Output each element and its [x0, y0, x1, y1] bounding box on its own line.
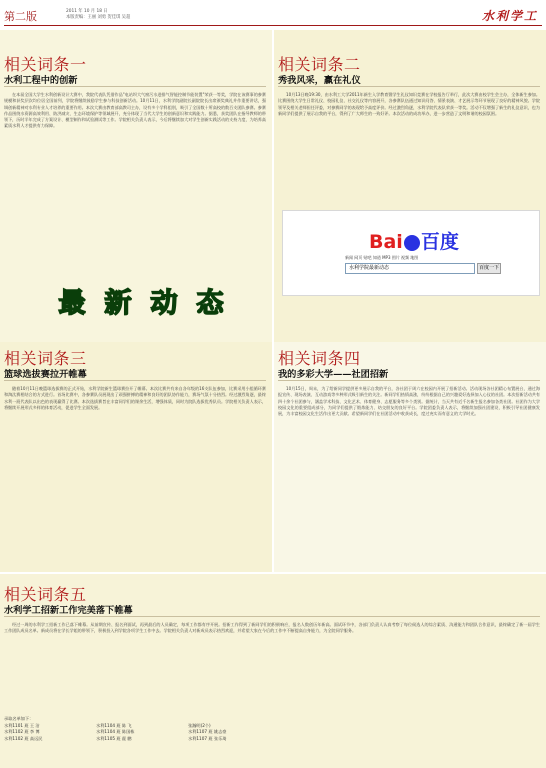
article-3-subtitle: 篮球选拔赛拉开帷幕	[4, 369, 87, 380]
article-2	[274, 30, 546, 342]
list-item: 水利1104 班 陈 飞	[96, 722, 132, 728]
article-1	[0, 30, 272, 282]
article-5-subtitle: 水利学工招新工作完美落下帷幕	[4, 605, 133, 616]
list-item: 水利1101 班 王 洁	[4, 722, 40, 728]
divider	[278, 380, 540, 381]
list-item: 水利1102 班 李 博	[4, 729, 40, 735]
list-intro: 录取名单如下：	[4, 716, 34, 721]
list-row	[4, 729, 404, 736]
article-4-subtitle: 我的多彩大学——社团招新	[278, 369, 389, 380]
list-item: 水利1102 班 高远民	[4, 735, 43, 741]
article-3	[0, 342, 272, 572]
divider	[4, 380, 266, 381]
banner-char: 态	[196, 288, 224, 319]
baidu-screenshot	[282, 210, 540, 296]
article-5-body: 经过一周的水利学工招新工作已落下帷幕。从前期宣传、报名到面试，再到最后的人员确定，每项工作都有序开展。招新工作得到了新同学们的积极响应，报名人数创历年新高。面试环节中，各部门负责人认真考察了每位候选人的综合素质、沟通能力和团队合作意识，最终确定了新一届学生工作团队成员名单。新成员将在学长学姐的带领下，积极投入到学院各项学生工作中去。学院相关负责人对新成员表示热烈欢迎，并希望大家在今后的工作中不断提高自身能力，为全院同学服务。	[4, 622, 540, 634]
list-row	[4, 736, 404, 743]
article-3-title: 相关词条三	[4, 349, 87, 368]
article-1-body: 在本届全国大学生水利创新设计大赛中，我院代表队凭借作品"电站坝大气窗污水进排气智能控制节能装置"荣获一等奖，学院在该赛事的参赛规模和获奖层次均位居全国前列，学院将继续鼓励学生参与科技创新活动。10月11日，水利学院副院长副院院长出席颁奖典礼并作重要讲话，强调创新精神对水利专业人才培养的重要作用。本次大赛由教育部高教司主办，设有多个学科组别，吸引了全国数十所高校的数百支团队参赛。参赛作品围绕水资源高效利用、防洪减灾、生态环境保护等领域展开，充分体现了当代大学生的创新意识和实践能力。据悉，获奖团队在指导教师的带领下，历时半年完成了方案设计、模型制作和试验测试等工作。学院相关负责人表示，今后将继续加大对学生创新实践活动的支持力度，为培养高素质水利人才提供有力保障。	[4, 92, 266, 129]
list-item: 张瀚明(2个)	[188, 722, 211, 728]
article-3-body: 随着10月11日晚篮球选拔赛的正式开始，水利学院新生篮球赛拉开了帷幕。本次比赛共有来自各年级的16支队伍参加，比赛采用小组循环赛和淘汰赛相结合的方式进行。首场比赛中，各参赛队员展现出了顽强拼搏的精神和良好的团队协作能力，赛场气氛十分热烈。经过激烈角逐，最终水利一班代表队以出色的表现赢得了比赛。本次选拔赛旨在丰富同学们的课余生活，增强体质，同时为院队选拔优秀队员。学院相关负责人表示，将继续开展形式多样的体育活动，促进学生全面发展。	[4, 386, 266, 410]
banner-char: 新	[104, 288, 132, 319]
article-5	[0, 574, 546, 768]
list-item: 水利1107 班 姚志豪	[188, 729, 227, 735]
article-1-title: 相关词条一	[4, 55, 87, 74]
search-input[interactable]: 水利学院最新动态	[345, 263, 475, 274]
admission-list	[4, 716, 404, 742]
baidu-nav: 新闻 网页 贴吧 知道 MP3 图片 视频 地图	[345, 255, 419, 260]
article-1-subtitle: 水利工程中的创新	[4, 75, 78, 86]
article-4	[274, 342, 546, 572]
divider	[278, 86, 540, 87]
paw-icon	[404, 235, 420, 251]
issue-editors: 本版责编：王丽 刘勇 贺佳琪 吴超	[66, 14, 131, 20]
page-number: 第二版	[4, 10, 37, 23]
search-button[interactable]: 百度一下	[477, 263, 501, 274]
list-item: 水利1105 班 霍 鹏	[96, 735, 132, 741]
issue-meta	[66, 9, 156, 20]
latest-news-banner	[0, 282, 272, 342]
article-5-title: 相关词条五	[4, 585, 87, 604]
divider	[4, 616, 540, 617]
divider	[4, 86, 266, 87]
baidu-logo: Bai 百度	[369, 231, 459, 253]
brand-title: 水利学工	[481, 9, 538, 23]
article-2-body: 10月13日晚19:30，由水利工大学2011年新生入学教育暨学生礼仪知识竞赛在学校报告厅举行，此次大赛由校学生会主办，全体新生参加。比赛围绕大学生日常礼仪、校园礼仪、社交礼仪等内容展开，各参赛队伍通过知识问答、情景表演、才艺展示等环节展现了良好的精神风貌。学院领导及相关老师担任评委，对参赛同学的表现给予高度评价。经过激烈角逐，水利学院代表队荣获一等奖。活动不仅增强了新生的礼仪意识，也为新同学们提供了展示自我的平台，得到了广大师生的一致好评。本次活动的成功举办，进一步营造了文明和谐的校园氛围。	[278, 92, 540, 116]
banner-title	[52, 286, 230, 322]
article-4-title: 相关词条四	[278, 349, 361, 368]
article-2-title: 相关词条二	[278, 55, 361, 74]
issue-date: 2011 年 10 月 18 日	[66, 9, 108, 14]
masthead	[4, 8, 542, 26]
article-4-body: 10月15日，周末，为了给新同学提供更多展示自我的平台，各社团于周六在校园内开展了招新活动。活动现场各社团精心布置展台，通过海报宣传、现场表演、互动游戏等多种形式吸引新生的关注。新同学们热情高涨，纷纷根据自己的兴趣爱好选择加入心仪的社团。本次招新活动共有四十余个社团参与，涵盖学术科技、文化艺术、体育健身、志愿服务等多个类别。据统计，当天共有近千名新生报名参加各类社团。社团作为大学校园文化的重要组成部分，为同学们提供了锻炼能力、结交朋友的良好平台。学院团委负责人表示，将继续加强社团建设，积极引导社团健康发展，为丰富校园文化生活作出更大贡献。希望新同学们在社团活动中收获成长，度过充实而有意义的大学时光。	[278, 386, 540, 417]
banner-char: 动	[150, 288, 178, 319]
article-2-subtitle: 秀我风采，赢在礼仪	[278, 75, 361, 86]
banner-char: 最	[58, 288, 86, 319]
list-item: 水利1107 班 张乐琦	[188, 735, 227, 741]
list-item: 水利1104 班 陈国栋	[96, 729, 135, 735]
